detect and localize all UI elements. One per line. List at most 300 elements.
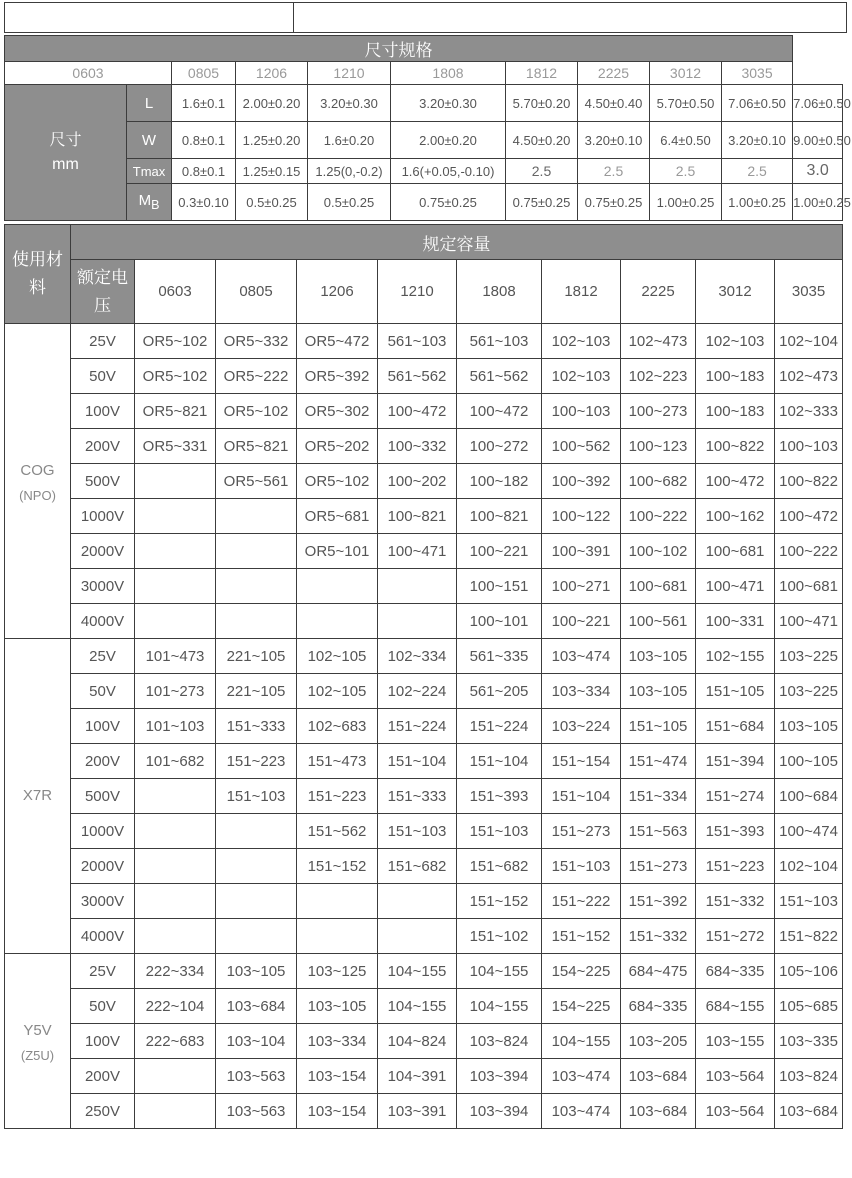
material-cell-x7r — [5, 639, 71, 954]
blank-corner — [793, 36, 843, 62]
capacity-cell: 100~103 — [542, 394, 621, 429]
dim-cell: 5.70±0.50 — [650, 85, 722, 122]
dim-cell: 3.20±0.30 — [391, 85, 506, 122]
size-header: 2225 — [578, 62, 650, 85]
dimension-table — [4, 35, 851, 221]
capacity-cell: 222~683 — [135, 1024, 216, 1059]
capacity-cell — [216, 499, 297, 534]
dim-cell: 6.4±0.50 — [650, 122, 722, 159]
capacity-cell: 100~471 — [696, 569, 775, 604]
top-blank-strip — [4, 2, 847, 33]
capacity-cell: 103~105 — [621, 674, 696, 709]
size-header: 3012 — [650, 62, 722, 85]
voltage-cell: 1000V — [71, 814, 135, 849]
capacity-cell: 101~273 — [135, 674, 216, 709]
capacity-cell: 102~473 — [775, 359, 843, 394]
capacity-cell: 684~335 — [696, 954, 775, 989]
capacity-cell: OR5~102 — [135, 359, 216, 394]
capacity-cell: OR5~821 — [216, 429, 297, 464]
capacity-cell — [378, 569, 457, 604]
dim-cell: 9.00±0.50 — [793, 122, 843, 159]
capacity-cell: OR5~331 — [135, 429, 216, 464]
capacity-cell: 103~155 — [696, 1024, 775, 1059]
dim-cell: 2.00±0.20 — [236, 85, 308, 122]
capacity-cell: 103~334 — [542, 674, 621, 709]
size-header: 3035 — [722, 62, 793, 85]
capacity-cell: 103~154 — [297, 1094, 378, 1129]
voltage-cell: 200V — [71, 744, 135, 779]
capacity-cell: 103~225 — [775, 674, 843, 709]
voltage-cell: 3000V — [71, 884, 135, 919]
voltage-cell: 100V — [71, 1024, 135, 1059]
capacity-cell: 151~274 — [696, 779, 775, 814]
dim-cell: 1.6±0.20 — [308, 122, 391, 159]
capacity-cell: 102~223 — [621, 359, 696, 394]
capacity-cell: 103~334 — [297, 1024, 378, 1059]
blank-corner — [793, 62, 843, 85]
capacity-cell — [216, 849, 297, 884]
capacity-cell: 151~105 — [696, 674, 775, 709]
capacity-cell: 151~333 — [216, 709, 297, 744]
spec-page — [4, 2, 851, 1129]
size-header: 1206 — [236, 62, 308, 85]
material-cell-cog — [5, 324, 71, 639]
capacity-row — [5, 464, 843, 499]
capacity-cell: 102~105 — [297, 639, 378, 674]
dimension-side-label-text: 尺寸 — [49, 131, 82, 149]
capacity-cell: 151~822 — [775, 919, 843, 954]
capacity-cell: 151~102 — [457, 919, 542, 954]
capacity-cell: 102~103 — [542, 324, 621, 359]
material-cell-y5v — [5, 954, 71, 1129]
dimension-size-header-row — [5, 62, 843, 85]
capacity-cell: 151~103 — [216, 779, 297, 814]
capacity-cell: 100~822 — [775, 464, 843, 499]
capacity-cell: 104~155 — [542, 1024, 621, 1059]
capacity-cell — [135, 604, 216, 639]
capacity-cell: 100~471 — [775, 604, 843, 639]
capacity-cell: 103~474 — [542, 1094, 621, 1129]
capacity-cell: 102~334 — [378, 639, 457, 674]
voltage-cell: 250V — [71, 1094, 135, 1129]
capacity-cell: 103~824 — [775, 1059, 843, 1094]
voltage-cell: 25V — [71, 324, 135, 359]
row-symbol-w: W — [127, 122, 172, 159]
capacity-size-header-row — [5, 260, 843, 324]
size-header: 1812 — [506, 62, 578, 85]
dim-cell: 1.00±0.25 — [722, 184, 793, 221]
capacity-cell: OR5~202 — [297, 429, 378, 464]
capacity-cell — [297, 604, 378, 639]
dim-cell: 0.75±0.25 — [391, 184, 506, 221]
capacity-cell: 100~202 — [378, 464, 457, 499]
capacity-cell: 151~273 — [621, 849, 696, 884]
capacity-cell: 103~564 — [696, 1094, 775, 1129]
capacity-row — [5, 639, 843, 674]
capacity-cell: 102~104 — [775, 324, 843, 359]
capacity-row — [5, 1059, 843, 1094]
size-header: 0805 — [216, 260, 297, 324]
capacity-cell: 151~103 — [542, 849, 621, 884]
row-symbol-mb — [127, 184, 172, 221]
capacity-cell: 103~563 — [216, 1059, 297, 1094]
capacity-cell: 103~474 — [542, 1059, 621, 1094]
dim-cell: 0.8±0.1 — [172, 159, 236, 184]
size-header: 0805 — [172, 62, 236, 85]
capacity-cell: 151~334 — [621, 779, 696, 814]
capacity-cell: 100~681 — [621, 569, 696, 604]
size-header: 1210 — [308, 62, 391, 85]
capacity-row — [5, 674, 843, 709]
capacity-cell: OR5~332 — [216, 324, 297, 359]
capacity-cell: 151~223 — [696, 849, 775, 884]
capacity-cell: 151~333 — [378, 779, 457, 814]
capacity-cell: 100~183 — [696, 359, 775, 394]
dim-cell: 2.5 — [506, 159, 578, 184]
capacity-cell: 103~684 — [621, 1059, 696, 1094]
capacity-cell: OR5~681 — [297, 499, 378, 534]
capacity-cell: 100~273 — [621, 394, 696, 429]
capacity-cell: 103~104 — [216, 1024, 297, 1059]
dim-cell: 4.50±0.40 — [578, 85, 650, 122]
size-header: 0603 — [5, 62, 172, 85]
capacity-cell — [135, 814, 216, 849]
capacity-cell — [297, 884, 378, 919]
dimension-row-mb — [5, 184, 843, 221]
capacity-cell: 151~332 — [621, 919, 696, 954]
material-header: 使用材料 — [5, 225, 71, 324]
capacity-cell: 104~155 — [457, 954, 542, 989]
capacity-cell — [135, 884, 216, 919]
capacity-cell: 103~391 — [378, 1094, 457, 1129]
voltage-cell: 25V — [71, 954, 135, 989]
capacity-cell: OR5~472 — [297, 324, 378, 359]
capacity-row — [5, 534, 843, 569]
capacity-row — [5, 884, 843, 919]
capacity-cell: OR5~222 — [216, 359, 297, 394]
dim-cell: 7.06±0.50 — [722, 85, 793, 122]
capacity-cell: 103~564 — [696, 1059, 775, 1094]
capacity-cell: 103~224 — [542, 709, 621, 744]
capacity-cell: 100~183 — [696, 394, 775, 429]
voltage-cell: 50V — [71, 989, 135, 1024]
capacity-cell: 100~162 — [696, 499, 775, 534]
dim-cell: 7.06±0.50 — [793, 85, 843, 122]
capacity-cell: 102~473 — [621, 324, 696, 359]
capacity-cell: 151~684 — [696, 709, 775, 744]
row-symbol-mb-sub: B — [151, 198, 160, 212]
capacity-cell: 103~684 — [216, 989, 297, 1024]
capacity-cell: OR5~302 — [297, 394, 378, 429]
capacity-cell: 151~332 — [696, 884, 775, 919]
capacity-cell: 100~122 — [542, 499, 621, 534]
capacity-cell — [216, 604, 297, 639]
voltage-cell: 3000V — [71, 569, 135, 604]
capacity-cell: 103~125 — [297, 954, 378, 989]
dim-cell: 1.25±0.20 — [236, 122, 308, 159]
capacity-cell: 684~155 — [696, 989, 775, 1024]
capacity-cell: 103~335 — [775, 1024, 843, 1059]
dim-cell: 1.00±0.25 — [650, 184, 722, 221]
capacity-cell: 105~685 — [775, 989, 843, 1024]
capacity-cell: 154~225 — [542, 989, 621, 1024]
capacity-cell: 561~205 — [457, 674, 542, 709]
capacity-cell — [378, 604, 457, 639]
voltage-cell: 50V — [71, 359, 135, 394]
capacity-cell: 151~104 — [378, 744, 457, 779]
capacity-cell: 100~222 — [621, 499, 696, 534]
voltage-cell: 200V — [71, 1059, 135, 1094]
capacity-row — [5, 359, 843, 394]
capacity-cell: 151~104 — [457, 744, 542, 779]
capacity-cell: 221~105 — [216, 639, 297, 674]
capacity-cell: 151~222 — [542, 884, 621, 919]
capacity-table-title: 规定容量 — [71, 225, 843, 260]
capacity-cell — [135, 919, 216, 954]
capacity-cell: 151~393 — [696, 814, 775, 849]
capacity-cell: 151~103 — [457, 814, 542, 849]
size-header: 0603 — [135, 260, 216, 324]
capacity-cell: 100~123 — [621, 429, 696, 464]
capacity-row — [5, 814, 843, 849]
dim-cell: 2.5 — [578, 159, 650, 184]
capacity-cell: 100~822 — [696, 429, 775, 464]
capacity-cell: 103~684 — [775, 1094, 843, 1129]
capacity-cell: OR5~101 — [297, 534, 378, 569]
capacity-row — [5, 394, 843, 429]
capacity-cell — [135, 779, 216, 814]
row-symbol-mb-main: M — [138, 192, 152, 209]
capacity-cell: 684~335 — [621, 989, 696, 1024]
voltage-cell: 25V — [71, 639, 135, 674]
capacity-cell: 102~683 — [297, 709, 378, 744]
voltage-cell: 2000V — [71, 849, 135, 884]
capacity-cell: 104~155 — [378, 989, 457, 1024]
capacity-cell: OR5~102 — [135, 324, 216, 359]
dim-cell: 0.3±0.10 — [172, 184, 236, 221]
dim-cell: 0.75±0.25 — [578, 184, 650, 221]
capacity-cell: 151~272 — [696, 919, 775, 954]
capacity-cell — [216, 534, 297, 569]
dim-cell: 3.20±0.10 — [722, 122, 793, 159]
capacity-cell: 100~472 — [457, 394, 542, 429]
capacity-row — [5, 919, 843, 954]
material-name: Y5V — [23, 1022, 52, 1039]
capacity-cell: 151~105 — [621, 709, 696, 744]
capacity-cell: 103~225 — [775, 639, 843, 674]
material-subname: (NPO) — [19, 488, 56, 503]
capacity-cell: 222~104 — [135, 989, 216, 1024]
capacity-cell: 103~394 — [457, 1094, 542, 1129]
dim-cell: 3.20±0.10 — [578, 122, 650, 159]
capacity-cell: 684~475 — [621, 954, 696, 989]
capacity-cell: 151~562 — [297, 814, 378, 849]
size-header: 1210 — [378, 260, 457, 324]
dimension-row-w — [5, 122, 843, 159]
capacity-cell: 151~474 — [621, 744, 696, 779]
capacity-row — [5, 1094, 843, 1129]
capacity-cell — [378, 884, 457, 919]
capacity-cell: 561~103 — [378, 324, 457, 359]
capacity-cell — [135, 849, 216, 884]
material-subname: (Z5U) — [20, 1048, 55, 1063]
capacity-cell: 102~105 — [297, 674, 378, 709]
capacity-cell: 100~562 — [542, 429, 621, 464]
capacity-cell: 151~152 — [297, 849, 378, 884]
capacity-cell — [135, 499, 216, 534]
dim-cell: 1.6(+0.05,-0.10) — [391, 159, 506, 184]
voltage-cell: 4000V — [71, 604, 135, 639]
dimension-table-title: 尺寸规格 — [5, 36, 793, 62]
capacity-cell: 100~332 — [378, 429, 457, 464]
capacity-cell: 151~473 — [297, 744, 378, 779]
capacity-cell: 103~105 — [621, 639, 696, 674]
capacity-cell: OR5~102 — [216, 394, 297, 429]
size-header: 2225 — [621, 260, 696, 324]
capacity-cell: 103~105 — [297, 989, 378, 1024]
size-header: 3035 — [775, 260, 843, 324]
dimension-row-l — [5, 85, 843, 122]
blank-cell-left — [5, 3, 294, 33]
capacity-cell: 151~224 — [457, 709, 542, 744]
capacity-cell: 151~393 — [457, 779, 542, 814]
capacity-cell: 100~682 — [621, 464, 696, 499]
capacity-cell: 151~154 — [542, 744, 621, 779]
capacity-cell: 100~101 — [457, 604, 542, 639]
capacity-cell: 151~104 — [542, 779, 621, 814]
capacity-cell: 151~563 — [621, 814, 696, 849]
capacity-cell: 101~682 — [135, 744, 216, 779]
capacity-cell — [135, 464, 216, 499]
capacity-cell: 151~152 — [457, 884, 542, 919]
voltage-cell: 2000V — [71, 534, 135, 569]
capacity-cell: 102~103 — [542, 359, 621, 394]
dimension-row-t — [5, 159, 843, 184]
capacity-table — [4, 224, 843, 1129]
dim-cell: 1.25(0,-0.2) — [308, 159, 391, 184]
capacity-row — [5, 954, 843, 989]
voltage-cell: 1000V — [71, 499, 135, 534]
capacity-cell: 100~221 — [542, 604, 621, 639]
voltage-cell: 500V — [71, 464, 135, 499]
capacity-cell: 102~103 — [696, 324, 775, 359]
capacity-row — [5, 1024, 843, 1059]
dim-cell: 0.8±0.1 — [172, 122, 236, 159]
capacity-cell: OR5~561 — [216, 464, 297, 499]
capacity-cell — [297, 919, 378, 954]
capacity-cell — [135, 534, 216, 569]
capacity-cell — [216, 884, 297, 919]
capacity-cell: 100~681 — [696, 534, 775, 569]
capacity-cell: 151~223 — [216, 744, 297, 779]
capacity-cell: 100~684 — [775, 779, 843, 814]
capacity-cell: 154~225 — [542, 954, 621, 989]
capacity-cell: 103~684 — [621, 1094, 696, 1129]
capacity-cell: OR5~102 — [297, 464, 378, 499]
capacity-cell: 103~563 — [216, 1094, 297, 1129]
capacity-cell — [216, 569, 297, 604]
capacity-cell: 100~821 — [378, 499, 457, 534]
capacity-cell — [216, 814, 297, 849]
capacity-row — [5, 429, 843, 464]
capacity-cell: 561~335 — [457, 639, 542, 674]
capacity-cell: 102~224 — [378, 674, 457, 709]
material-name: COG — [20, 462, 55, 479]
capacity-cell: 100~821 — [457, 499, 542, 534]
material-name: X7R — [22, 787, 53, 804]
size-header: 1812 — [542, 260, 621, 324]
dim-cell: 0.75±0.25 — [506, 184, 578, 221]
capacity-cell: 151~394 — [696, 744, 775, 779]
capacity-cell: 100~102 — [621, 534, 696, 569]
dimension-side-label — [5, 85, 127, 221]
dim-cell: 5.70±0.20 — [506, 85, 578, 122]
capacity-cell — [297, 569, 378, 604]
capacity-cell: 151~682 — [457, 849, 542, 884]
capacity-cell: 100~472 — [696, 464, 775, 499]
capacity-cell: 104~155 — [457, 989, 542, 1024]
capacity-cell — [216, 919, 297, 954]
capacity-cell: 151~682 — [378, 849, 457, 884]
capacity-cell: 102~155 — [696, 639, 775, 674]
capacity-cell: 100~471 — [378, 534, 457, 569]
capacity-row — [5, 709, 843, 744]
capacity-cell: 105~106 — [775, 954, 843, 989]
capacity-cell: 103~154 — [297, 1059, 378, 1094]
size-header: 3012 — [696, 260, 775, 324]
capacity-cell: 103~824 — [457, 1024, 542, 1059]
capacity-cell: 100~392 — [542, 464, 621, 499]
voltage-cell: 100V — [71, 709, 135, 744]
capacity-cell: 100~103 — [775, 429, 843, 464]
capacity-cell: 151~103 — [775, 884, 843, 919]
capacity-cell: 151~392 — [621, 884, 696, 919]
dim-cell: 0.5±0.25 — [308, 184, 391, 221]
voltage-cell: 100V — [71, 394, 135, 429]
dim-cell: 1.6±0.1 — [172, 85, 236, 122]
capacity-cell: 101~103 — [135, 709, 216, 744]
voltage-cell: 50V — [71, 674, 135, 709]
capacity-cell: 104~824 — [378, 1024, 457, 1059]
capacity-row — [5, 324, 843, 359]
capacity-cell: 561~562 — [457, 359, 542, 394]
capacity-cell: 100~472 — [378, 394, 457, 429]
capacity-cell: 100~105 — [775, 744, 843, 779]
dim-cell: 1.00±0.25 — [793, 184, 843, 221]
size-header: 1808 — [391, 62, 506, 85]
capacity-cell: 101~473 — [135, 639, 216, 674]
capacity-cell: 103~205 — [621, 1024, 696, 1059]
capacity-cell: 151~273 — [542, 814, 621, 849]
capacity-cell: 103~394 — [457, 1059, 542, 1094]
capacity-cell: 100~561 — [621, 604, 696, 639]
capacity-cell: 222~334 — [135, 954, 216, 989]
capacity-cell: 102~333 — [775, 394, 843, 429]
capacity-cell: 100~681 — [775, 569, 843, 604]
capacity-cell: 100~221 — [457, 534, 542, 569]
capacity-cell: 100~331 — [696, 604, 775, 639]
capacity-cell — [135, 1094, 216, 1129]
capacity-cell — [135, 569, 216, 604]
capacity-cell: OR5~821 — [135, 394, 216, 429]
capacity-cell: 561~103 — [457, 324, 542, 359]
row-symbol-l: L — [127, 85, 172, 122]
capacity-cell: 104~155 — [378, 954, 457, 989]
capacity-cell — [135, 1059, 216, 1094]
capacity-cell: 103~105 — [216, 954, 297, 989]
capacity-cell: 103~105 — [775, 709, 843, 744]
capacity-cell: 100~151 — [457, 569, 542, 604]
